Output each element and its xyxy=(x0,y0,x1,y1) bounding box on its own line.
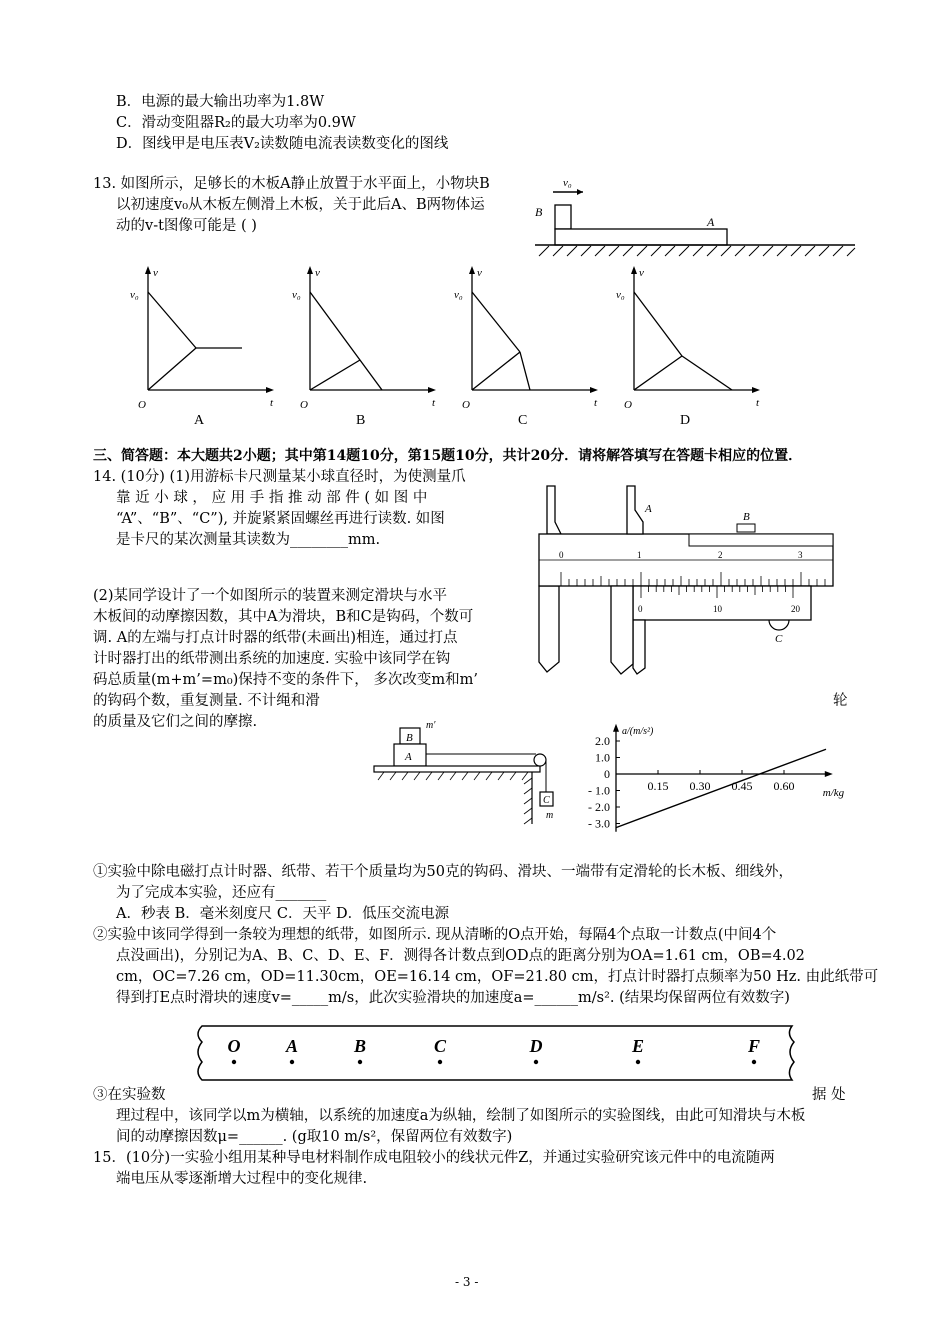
graph-letter-d: D xyxy=(680,413,691,428)
tape-dot xyxy=(358,1060,362,1064)
am-chart xyxy=(580,704,845,844)
tape-point-label: E xyxy=(631,1036,645,1056)
q15-line-2: 端电压从零逐渐增大过程中的变化规律. xyxy=(116,1171,368,1187)
y-tick-label: 2.0 xyxy=(595,734,610,748)
q14-part1-line-1: 14. (10分) (1)用游标卡尺测量某小球直径时，为使测量爪 xyxy=(93,469,466,485)
svg-text:t: t xyxy=(432,397,436,409)
q15-line-1: 15．(10分)一实验小组用某种导电材料制作成电阻较小的线状元件Z，并通过实验研究该元件中的电流随两 xyxy=(93,1150,775,1166)
q14-part2-line-3: 调. A的左端与打点计时器的纸带(未画出)相连，通过打点 xyxy=(93,630,458,646)
y-tick-label: - 2.0 xyxy=(588,800,610,814)
q14-q3-line-3: 间的动摩擦因数μ=______. (g取10 m/s²，保留两位有效数字) xyxy=(116,1129,513,1145)
svg-text:t: t xyxy=(756,397,760,409)
tape-dot xyxy=(438,1060,442,1064)
svg-text:10: 10 xyxy=(713,604,722,614)
svg-text:v₀: v₀ xyxy=(292,289,301,301)
svg-text:A: A xyxy=(405,751,412,763)
svg-text:v₀: v₀ xyxy=(616,289,625,301)
v0-label: v₀ xyxy=(563,177,572,189)
svg-text:B: B xyxy=(406,732,413,744)
tape-point-label: A xyxy=(285,1036,299,1056)
tape-dot xyxy=(290,1060,294,1064)
q14-q2-line-4: 得到打E点时滑块的速度v=_____m/s，此次实验滑块的加速度a=______m/s². (结果均保留两位有效数字) xyxy=(116,990,790,1006)
svg-text:O: O xyxy=(462,399,470,411)
x-axis-label: m/kg xyxy=(822,787,845,799)
graph-letter-a: A xyxy=(194,413,205,428)
q14-part2-line-2: 木板间的动摩擦因数，其中A为滑块，B和C是钩码，个数可 xyxy=(93,609,474,625)
tape-dot xyxy=(636,1060,640,1064)
y-tick-label: - 1.0 xyxy=(588,783,610,798)
tape-dot xyxy=(752,1060,756,1064)
q14-part2-line-7: 的质量及它们之间的摩擦. xyxy=(93,714,258,730)
svg-text:t: t xyxy=(270,397,274,409)
vernier-caliper xyxy=(525,482,843,680)
q14-q1-options: A．秒表 B．毫米刻度尺 C．天平 D．低压交流电源 xyxy=(116,906,450,922)
q14-q2-line-1: ②实验中该同学得到一条较为理想的纸带，如图所示. 现从清晰的O点开始，每隔4个点取一计数点(中间4个 xyxy=(93,927,777,943)
board-a-label: A xyxy=(707,215,715,229)
q13-line-2: 以初速度v₀从木板左侧滑上木板，关于此后A、B两物体运 xyxy=(116,197,485,213)
q14-q1-line-2: 为了完成本实验，还应有_______ xyxy=(116,885,327,901)
part-b-label: B xyxy=(743,511,750,523)
tape-dot xyxy=(232,1060,236,1064)
part-c-label: C xyxy=(775,633,783,645)
apparatus-figure xyxy=(370,712,570,824)
svg-text:v: v xyxy=(153,267,158,279)
tape-point-label: D xyxy=(529,1036,543,1056)
q12-option-d: D．图线甲是电压表V₂读数随电流表读数变化的图线 xyxy=(116,136,449,152)
vt-graph-c xyxy=(454,266,598,428)
svg-text:m′: m′ xyxy=(426,720,436,731)
q13-line-1: 13. 如图所示，足够长的木板A静止放置于水平面上，小物块B xyxy=(93,176,490,192)
tape-point-label: B xyxy=(353,1036,367,1056)
q14-q3-line-1-right: 据 处 xyxy=(812,1087,846,1103)
svg-text:3: 3 xyxy=(798,550,803,560)
q14-part2-line-5: 码总质量(m+m’=m₀)保持不变的条件下， 多次改变m和m’ xyxy=(93,672,478,688)
vt-graph-b xyxy=(292,266,436,428)
svg-text:0: 0 xyxy=(638,604,643,614)
graph-letter-b: B xyxy=(356,413,366,428)
svg-text:m: m xyxy=(546,810,554,821)
q14-q3-line-1-left: ③在实验数 xyxy=(93,1087,166,1103)
svg-text:v: v xyxy=(315,267,320,279)
svg-text:v: v xyxy=(639,267,644,279)
y-tick-label: 0 xyxy=(604,767,610,781)
q12-option-b: B．电源的最大输出功率为1.8W xyxy=(116,94,325,110)
paper-tape xyxy=(188,1022,808,1084)
q12-option-c: C．滑动变阻器R₂的最大功率为0.9W xyxy=(116,115,356,131)
vt-graph-d xyxy=(616,266,760,428)
tape-point-label: O xyxy=(227,1036,241,1056)
q13-line-3: 动的v-t图像可能是 ( ) xyxy=(116,218,257,234)
svg-text:O: O xyxy=(300,399,308,411)
svg-text:v₀: v₀ xyxy=(454,289,463,301)
q14-part2-line-1: (2)某同学设计了一个如图所示的装置来测定滑块与水平 xyxy=(93,588,448,604)
svg-text:v: v xyxy=(477,267,482,279)
block-b-label: B xyxy=(535,205,543,219)
section3-header: 三、简答题：本大题共2小题；其中第14题10分，第15题10分，共计20分．请将解答填写在答题卡相应的位置． xyxy=(93,448,803,464)
q14-part1-line-4: 是卡尺的某次测量其读数为________mm. xyxy=(116,532,381,548)
svg-text:O: O xyxy=(624,399,632,411)
svg-text:0: 0 xyxy=(559,550,564,560)
svg-text:O: O xyxy=(138,399,146,411)
y-tick-label: 1.0 xyxy=(595,750,610,765)
q14-part1-line-3: “A”、“B”、“C”), 并旋紧紧固螺丝再进行读数. 如图 xyxy=(116,511,445,527)
q14-part2-line-6: 的钩码个数，重复测量. 不计绳和滑 xyxy=(93,693,320,709)
tape-point-label: F xyxy=(747,1036,761,1056)
x-tick-label: 0.45 xyxy=(731,779,753,793)
svg-text:v₀: v₀ xyxy=(130,289,139,301)
x-axis-arrow xyxy=(825,771,833,777)
y-axis-label: a/(m/s²) xyxy=(622,725,654,737)
board-figure xyxy=(525,170,865,260)
x-tick-label: 0.15 xyxy=(647,779,669,793)
graph-letter-c: C xyxy=(518,413,528,428)
vt-graphs xyxy=(120,262,865,432)
svg-text:1: 1 xyxy=(637,550,642,560)
svg-text:t: t xyxy=(594,397,598,409)
svg-text:C: C xyxy=(543,795,550,806)
q14-q1-line-1: ①实验中除电磁打点计时器、纸带、若干个质量均为50克的钩码、滑块、一端带有定滑轮的长木板、细线外， xyxy=(93,864,793,880)
tape-dot xyxy=(534,1060,538,1064)
block-b xyxy=(555,205,571,229)
tape-point-label: C xyxy=(433,1036,447,1056)
q14-q3-line-2: 理过程中，该同学以m为横轴，以系统的加速度a为纵轴，绘制了如图所示的实验图线，由此可知滑块与木板 xyxy=(116,1108,806,1124)
y-axis-arrow xyxy=(613,724,619,732)
y-tick-label: - 3.0 xyxy=(588,816,610,831)
board-a xyxy=(555,229,727,245)
page-number: - 3 - xyxy=(455,1275,479,1289)
svg-text:2: 2 xyxy=(718,550,723,560)
svg-text:20: 20 xyxy=(791,604,800,614)
q14-q2-line-2: 点没画出)，分别记为A、B、C、D、E、F．测得各计数点到OD点的距离分别为OA=1.61 cm，OB=4.02 xyxy=(116,948,805,964)
part-a-label: A xyxy=(645,503,652,515)
q14-part2-line-4: 计时器打出的纸带测出系统的加速度. 实验中该同学在钩 xyxy=(93,651,451,667)
x-tick-label: 0.30 xyxy=(689,779,711,793)
vt-graph-a xyxy=(130,266,274,428)
q14-q2-line-3: cm，OC=7.26 cm，OD=11.30cm，OE=16.14 cm，OF=21.80 cm，打点计时器打点频率为50 Hz. 由此纸带可 xyxy=(116,969,879,985)
wheel-word: 轮 xyxy=(833,693,848,709)
q14-part1-line-2: 靠 近 小 球 ， 应 用 手 指 推 动 部 件 ( 如 图 中 xyxy=(116,490,428,506)
x-tick-label: 0.60 xyxy=(773,779,795,793)
